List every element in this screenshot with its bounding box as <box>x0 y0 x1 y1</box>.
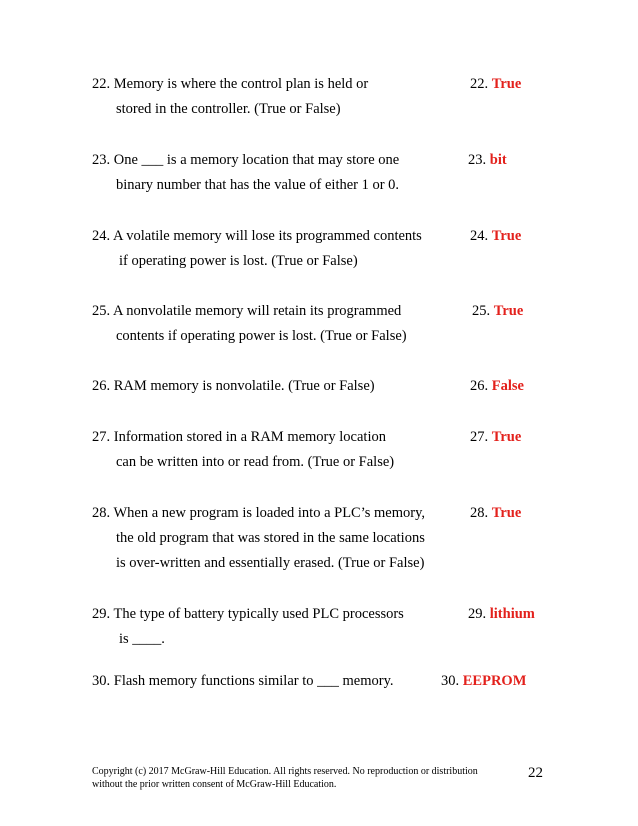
answer-29 <box>468 605 535 623</box>
answer-24-number: 24. <box>470 228 489 244</box>
question-29-line-1: 29. The type of battery typically used PLC processors <box>92 606 404 622</box>
answer-23-value: bit <box>489 152 507 168</box>
answer-24 <box>470 227 521 245</box>
answer-25-value: True <box>493 303 524 319</box>
answer-30-number: 30. <box>441 673 460 689</box>
question-30-line-1: 30. Flash memory functions similar to ___ memory. <box>92 673 394 689</box>
question-23-line-1: 23. One ___ is a memory location that may store one <box>92 152 400 168</box>
answer-25 <box>472 302 523 320</box>
answer-28-number: 28. <box>470 505 489 521</box>
answer-26-number: 26. <box>470 378 489 394</box>
answer-28 <box>470 504 521 522</box>
answer-26 <box>470 377 524 395</box>
answer-23 <box>468 151 507 169</box>
answer-27 <box>470 428 521 446</box>
answer-25-number: 25. <box>472 303 491 319</box>
answer-29-value: lithium <box>489 606 535 622</box>
question-25-line-2: contents if operating power is lost. (True or False) <box>116 328 407 344</box>
question-23-line-2: binary number that has the value of either 1 or 0. <box>116 177 400 193</box>
answer-27-number: 27. <box>470 429 489 445</box>
page-number: 22 <box>528 765 543 781</box>
answer-22-value: True <box>491 76 522 92</box>
copyright-footer <box>92 766 512 791</box>
copyright-line-1: Copyright (c) 2017 McGraw-Hill Education. All rights reserved. No reproduction or distribution <box>92 766 478 777</box>
answer-27-value: True <box>491 429 522 445</box>
question-25-line-1: 25. A nonvolatile memory will retain its programmed <box>92 303 402 319</box>
question-24-line-1: 24. A volatile memory will lose its programmed contents <box>92 228 422 244</box>
answer-22 <box>470 75 521 93</box>
question-29-line-2: is ____. <box>119 631 165 647</box>
question-22-line-1: 22. Memory is where the control plan is held or <box>92 76 369 92</box>
answer-29-number: 29. <box>468 606 487 622</box>
question-24-line-2: if operating power is lost. (True or False) <box>119 253 358 269</box>
question-27-line-1: 27. Information stored in a RAM memory location <box>92 429 386 445</box>
question-27-line-2: can be written into or read from. (True or False) <box>116 454 395 470</box>
question-26-line-1: 26. RAM memory is nonvolatile. (True or False) <box>92 378 375 394</box>
question-28-line-3: is over-written and essentially erased. (True or False) <box>116 555 425 571</box>
answer-30-value: EEPROM <box>462 673 527 689</box>
answer-28-value: True <box>491 505 522 521</box>
question-22-line-2: stored in the controller. (True or False) <box>116 101 341 117</box>
question-28-line-1: 28. When a new program is loaded into a PLC’s memory, <box>92 505 426 521</box>
copyright-line-2: without the prior written consent of McGraw-Hill Education. <box>92 778 337 790</box>
question-28-line-2: the old program that was stored in the same locations <box>116 530 425 546</box>
answer-30 <box>441 672 526 690</box>
answer-24-value: True <box>491 228 522 244</box>
answer-23-number: 23. <box>468 152 487 168</box>
answer-22-number: 22. <box>470 76 489 92</box>
answer-26-value: False <box>491 378 524 394</box>
